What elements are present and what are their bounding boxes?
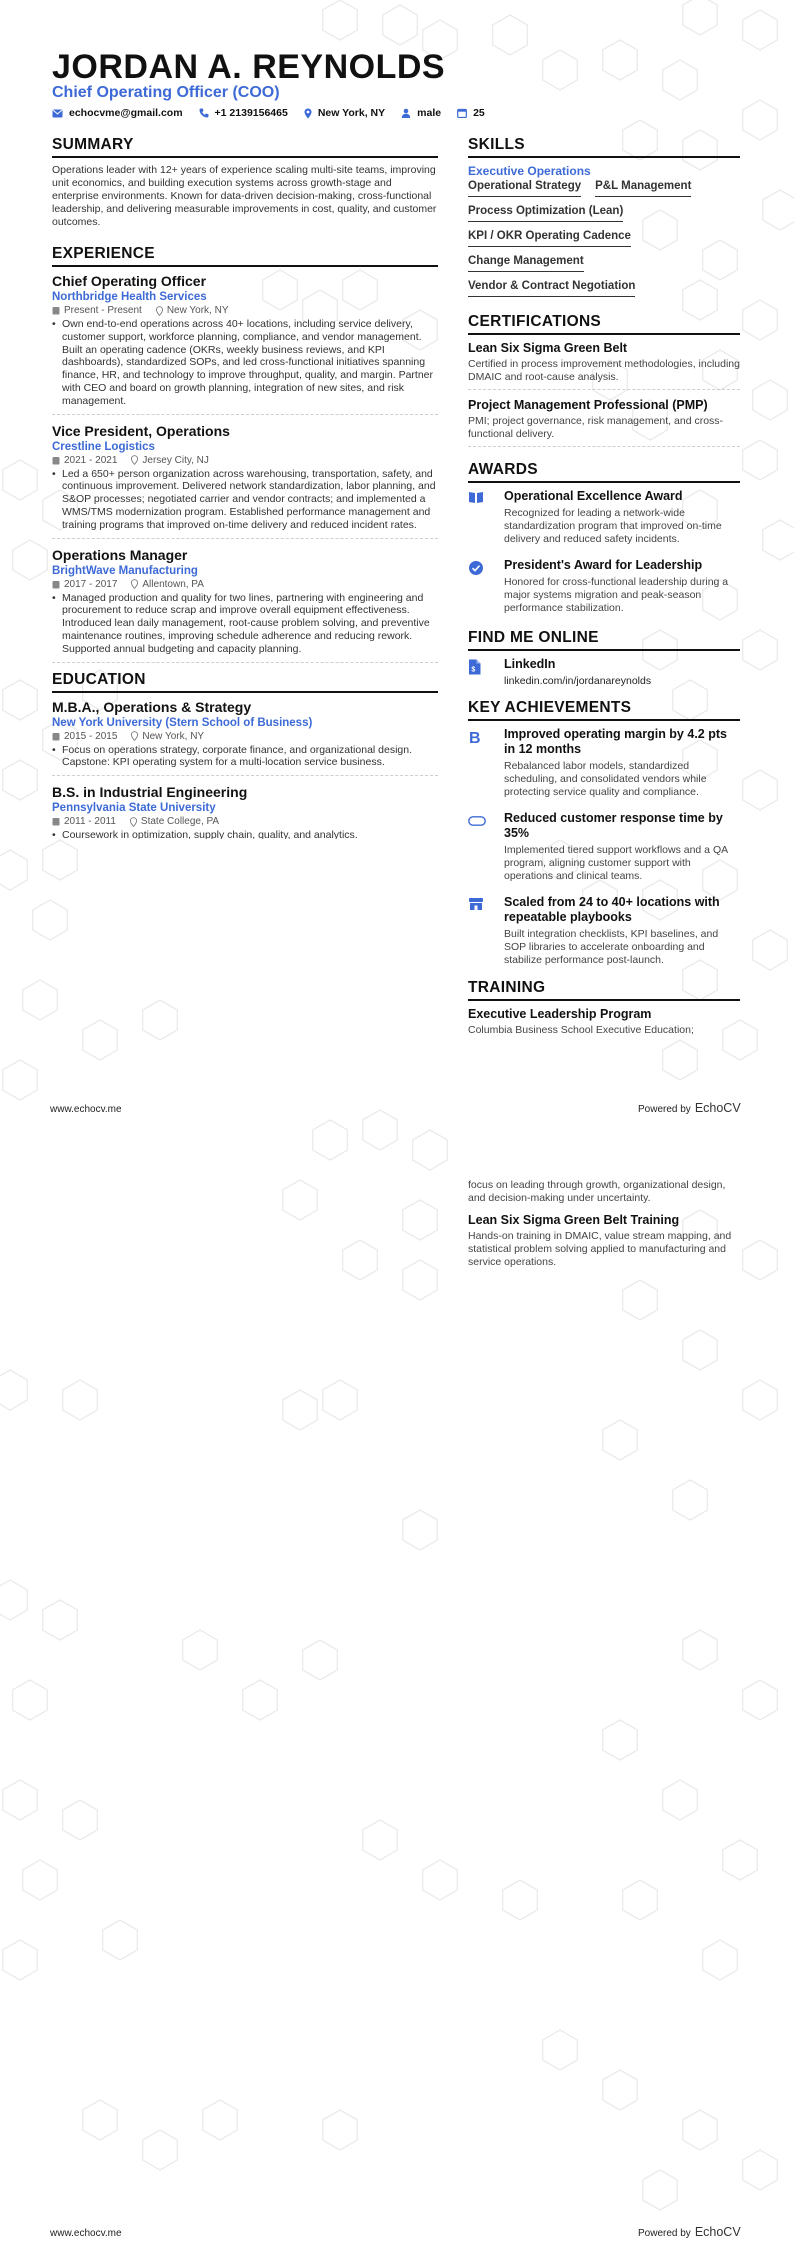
hexagon-decoration bbox=[493, 15, 528, 55]
achievement-title: Improved operating margin by 4.2 pts in 12 months bbox=[504, 727, 727, 756]
hexagon-decoration bbox=[753, 380, 788, 420]
skill-tag: Vendor & Contract Negotiation bbox=[468, 280, 635, 297]
svg-text:$: $ bbox=[471, 666, 476, 674]
hexagon-decoration bbox=[3, 1780, 38, 1820]
training-desc: Hands-on training in DMAIC, value stream mapping, and statistical problem solving applied to manufacturing and service operations. bbox=[468, 1230, 732, 1268]
online-profile[interactable] bbox=[468, 657, 740, 687]
footer-powered-by: Powered by EchoCV bbox=[638, 2225, 741, 2239]
location-pin-icon bbox=[130, 817, 137, 827]
certification-item bbox=[468, 341, 740, 390]
hexagon-decoration bbox=[663, 60, 698, 100]
skill-list bbox=[468, 180, 740, 305]
right-column bbox=[468, 136, 740, 1037]
skill-tag: Operational Strategy bbox=[468, 180, 581, 197]
hexagon-decoration bbox=[743, 1240, 778, 1280]
location-pin-icon bbox=[304, 108, 312, 119]
award-item bbox=[468, 558, 740, 615]
check-badge-icon bbox=[468, 563, 484, 580]
job-title: Vice President, Operations bbox=[52, 422, 230, 439]
education-title: EDUCATION bbox=[52, 671, 438, 693]
job-location: Allentown, PA bbox=[142, 578, 204, 590]
achievement-item bbox=[468, 727, 740, 799]
training-desc: Columbia Business School Executive Education; bbox=[468, 1024, 694, 1036]
certification-name: Project Management Professional (PMP) bbox=[468, 398, 708, 412]
right-column-continued bbox=[468, 1176, 740, 1269]
hexagon-decoration bbox=[23, 1860, 58, 1900]
achievement-desc: Implemented tiered support workflows and a QA program, aligning customer support with operations and clinical teams. bbox=[504, 844, 728, 882]
hexagon-decoration bbox=[673, 1480, 708, 1520]
hexagon-decoration bbox=[63, 1800, 98, 1840]
contact-location: New York, NY bbox=[304, 107, 385, 119]
training-name: Lean Six Sigma Green Belt Training bbox=[468, 1213, 680, 1227]
calendar-icon bbox=[457, 108, 467, 118]
hexagon-decoration bbox=[703, 1940, 738, 1980]
training-title: TRAINING bbox=[468, 979, 740, 1001]
school-name: New York University (Stern School of Business) bbox=[52, 716, 313, 729]
hexagon-decoration bbox=[603, 2070, 638, 2110]
hexagon-decoration bbox=[743, 1380, 778, 1420]
company-name: Northbridge Health Services bbox=[52, 291, 207, 303]
svg-text:B: B bbox=[469, 730, 481, 745]
hexagon-decoration bbox=[403, 1260, 438, 1300]
hexagon-decoration bbox=[363, 1820, 398, 1860]
achievement-item bbox=[468, 811, 740, 883]
award-desc: Recognized for leading a network-wide standardization program that improved on-time delivery and reduced safety incidents. bbox=[504, 507, 722, 545]
summary-text: Operations leader with 12+ years of experience scaling multi-site teams, improving unit economics, and building execution systems across growth-stage and enterprise environments. Known for data-driven decision-making, cross-functional leadership, and delivering measurable improvements in cost, quality, and customer outcomes. bbox=[52, 164, 437, 228]
hexagon-decoration bbox=[323, 2110, 358, 2150]
hexagon-decoration bbox=[283, 1180, 318, 1220]
award-title: Operational Excellence Award bbox=[504, 489, 683, 503]
footer-website[interactable]: www.echocv.me bbox=[50, 2228, 122, 2239]
online-profile-name: LinkedIn bbox=[504, 657, 556, 671]
job-meta bbox=[52, 455, 438, 466]
pill-icon bbox=[468, 813, 486, 830]
hexagon-decoration bbox=[3, 760, 38, 800]
hexagon-decoration bbox=[323, 1380, 358, 1420]
experience-title: EXPERIENCE bbox=[52, 245, 438, 267]
experience-item bbox=[52, 423, 438, 539]
hexagon-decoration bbox=[313, 1120, 348, 1160]
hexagon-decoration bbox=[43, 1600, 78, 1640]
email-icon bbox=[52, 109, 63, 118]
skill-tag: KPI / OKR Operating Cadence bbox=[468, 230, 631, 247]
hexagon-decoration bbox=[683, 1630, 718, 1670]
award-item bbox=[468, 489, 740, 546]
hexagon-decoration bbox=[283, 1390, 318, 1430]
achievement-desc: Built integration checklists, KPI baselines, and SOP libraries to accelerate onboarding and stabilize performance post-launch. bbox=[504, 928, 719, 966]
location-pin-icon bbox=[131, 579, 138, 589]
hexagon-decoration bbox=[683, 0, 718, 35]
experience-item bbox=[52, 273, 438, 415]
education-dates: 2011 - 2011 bbox=[64, 816, 116, 828]
hexagon-decoration bbox=[413, 1130, 448, 1170]
job-bullet: • Managed production and quality for two lines, partnering with engineering and procurement to reduce scrap and improve overall equipment effectiveness. Introduced lean daily management, root-cause problem solving, and preventive maintenance routines, improving schedule adherence and reducing rework. Supported annual budgeting and capacity planning. bbox=[52, 591, 430, 655]
hexagon-decoration bbox=[0, 1580, 27, 1620]
echocv-logo[interactable]: EchoCV bbox=[694, 1101, 741, 1115]
hexagon-decoration bbox=[743, 770, 778, 810]
hexagon-decoration bbox=[83, 2100, 118, 2140]
award-desc: Honored for cross-functional leadership during a major systems migration and peak-season performance stabilization. bbox=[504, 576, 729, 614]
calendar-icon bbox=[52, 580, 60, 589]
contact-gender: male bbox=[401, 107, 441, 119]
achievement-item bbox=[468, 895, 740, 967]
hexagon-decoration bbox=[203, 2100, 238, 2140]
job-dates: 2021 - 2021 bbox=[64, 454, 118, 466]
online-profile-url[interactable]: linkedin.com/in/jordanareynolds bbox=[504, 675, 652, 687]
hexagon-decoration bbox=[403, 1200, 438, 1240]
phone-icon bbox=[199, 108, 209, 118]
hexagon-decoration bbox=[663, 1040, 698, 1080]
certification-name: Lean Six Sigma Green Belt bbox=[468, 341, 628, 355]
skill-group-label: Executive Operations bbox=[468, 164, 591, 178]
contact-bar bbox=[52, 107, 501, 119]
footer-website[interactable]: www.echocv.me bbox=[50, 1104, 122, 1115]
degree: M.B.A., Operations & Strategy bbox=[52, 698, 252, 715]
left-column bbox=[52, 136, 438, 853]
hexagon-decoration bbox=[623, 1880, 658, 1920]
hexagon-decoration bbox=[743, 100, 778, 140]
book-icon bbox=[468, 491, 484, 508]
achievements-title: KEY ACHIEVEMENTS bbox=[468, 699, 740, 721]
company-name: Crestline Logistics bbox=[52, 440, 155, 453]
hexagon-decoration bbox=[3, 680, 38, 720]
hexagon-decoration bbox=[13, 540, 48, 580]
hexagon-decoration bbox=[723, 1840, 758, 1880]
hexagon-decoration bbox=[3, 1940, 38, 1980]
job-bullet: • Led a 650+ person organization across warehousing, transportation, safety, and continuous improvement. Delivered network standardization, labor planning, and S&OP processes; negotiated carrier and vendor contracts; and implemented a WMS/TMS modernization program. Established performance management and training programs that improved on-time delivery and reduced incident rates. bbox=[52, 467, 436, 531]
store-icon bbox=[468, 898, 484, 915]
degree: B.S. in Industrial Engineering bbox=[52, 784, 248, 801]
school-name: Pennsylvania State University bbox=[52, 802, 216, 815]
location-pin-icon bbox=[131, 731, 138, 741]
training-name: Executive Leadership Program bbox=[468, 1007, 652, 1021]
contact-phone[interactable]: +1 2139156465 bbox=[199, 107, 288, 119]
hexagon-decoration bbox=[0, 1370, 27, 1410]
hexagon-decoration bbox=[603, 1720, 638, 1760]
job-title: Operations Manager bbox=[52, 546, 188, 563]
hexagon-decoration bbox=[243, 1680, 278, 1720]
letter-b-icon bbox=[468, 732, 482, 749]
hexagon-decoration bbox=[623, 1280, 658, 1320]
hexagon-decoration bbox=[143, 2130, 178, 2170]
hexagon-decoration bbox=[33, 900, 68, 940]
online-title: FIND ME ONLINE bbox=[468, 629, 740, 651]
hexagon-decoration bbox=[743, 2150, 778, 2190]
hexagon-decoration bbox=[183, 1630, 218, 1670]
hexagon-decoration bbox=[763, 190, 794, 230]
hexagon-decoration bbox=[13, 1680, 48, 1720]
hexagon-decoration bbox=[683, 1330, 718, 1370]
education-item bbox=[52, 699, 438, 777]
job-location: Jersey City, NJ bbox=[142, 454, 209, 466]
contact-email[interactable]: echocvme@gmail.com bbox=[52, 107, 183, 119]
education-dates: 2015 - 2015 bbox=[64, 730, 118, 742]
education-meta bbox=[52, 731, 438, 742]
calendar-icon bbox=[52, 306, 60, 315]
hexagon-decoration bbox=[23, 980, 58, 1020]
job-meta bbox=[52, 305, 438, 316]
contact-age: 25 bbox=[457, 107, 485, 119]
certification-item bbox=[468, 398, 740, 447]
achievement-desc: Rebalanced labor models, standardized scheduling, and consolidated vendors while protecting service quality and compliance. bbox=[504, 760, 707, 798]
job-dates: 2017 - 2017 bbox=[64, 578, 118, 590]
hexagon-decoration bbox=[383, 5, 418, 45]
skill-tag: Process Optimization (Lean) bbox=[468, 205, 623, 222]
hexagon-decoration bbox=[743, 10, 778, 50]
certifications-title: CERTIFICATIONS bbox=[468, 313, 740, 335]
linkedin-file-icon bbox=[468, 662, 481, 679]
job-meta bbox=[52, 579, 438, 590]
education-bullet: • Coursework in optimization, supply chain, quality, and analytics. bbox=[52, 829, 358, 840]
hexagon-decoration bbox=[643, 2170, 678, 2210]
job-role: Chief Operating Officer (COO) bbox=[52, 84, 280, 101]
person-icon bbox=[401, 108, 411, 118]
hexagon-decoration bbox=[753, 930, 788, 970]
skill-tag: Change Management bbox=[468, 255, 584, 272]
hexagon-decoration bbox=[63, 1380, 98, 1420]
hexagon-decoration bbox=[763, 520, 794, 560]
hexagon-decoration bbox=[743, 630, 778, 670]
summary-title: SUMMARY bbox=[52, 136, 438, 158]
hexagon-decoration bbox=[3, 1060, 38, 1100]
experience-item bbox=[52, 547, 438, 663]
hexagon-decoration bbox=[603, 1420, 638, 1460]
hexagon-decoration bbox=[403, 1510, 438, 1550]
education-meta bbox=[52, 816, 438, 827]
job-bullet: • Own end-to-end operations across 40+ locations, including service delivery, customer support, workforce planning, compliance, and vendor management. Built an operating cadence (OKRs, weekly business reviews, and KPI dashboards), standardized SOPs, and led cross-functional initiatives spanning finance, HR, and technology to improve throughput, quality, and margin. Partner with CEO and board on growth planning, integration of new sites, and risk management. bbox=[52, 318, 434, 407]
hexagon-decoration bbox=[743, 1680, 778, 1720]
achievement-title: Reduced customer response time by 35% bbox=[504, 811, 723, 840]
job-dates: Present - Present bbox=[64, 305, 142, 316]
job-title: Chief Operating Officer bbox=[52, 273, 207, 289]
education-location: New York, NY bbox=[142, 730, 205, 742]
hexagon-decoration bbox=[303, 1640, 338, 1680]
hexagon-decoration bbox=[343, 1240, 378, 1280]
hexagon-decoration bbox=[683, 2110, 718, 2150]
certification-desc: PMI; project governance, risk management, and cross-functional delivery. bbox=[468, 415, 724, 440]
awards-title: AWARDS bbox=[468, 461, 740, 483]
calendar-icon bbox=[52, 456, 60, 465]
skills-title: SKILLS bbox=[468, 136, 740, 158]
hexagon-decoration bbox=[323, 0, 358, 40]
echocv-logo[interactable]: EchoCV bbox=[694, 2225, 741, 2239]
certification-desc: Certified in process improvement methodologies, including DMAIC and root-cause analysis. bbox=[468, 358, 740, 383]
hexagon-decoration bbox=[363, 1110, 398, 1150]
hexagon-decoration bbox=[503, 1880, 538, 1920]
location-pin-icon bbox=[131, 455, 138, 465]
education-item bbox=[52, 784, 438, 845]
location-pin-icon bbox=[156, 306, 163, 316]
hexagon-decoration bbox=[743, 300, 778, 340]
hexagon-decoration bbox=[0, 850, 27, 890]
skill-tag: P&L Management bbox=[595, 180, 691, 197]
calendar-icon bbox=[52, 732, 60, 741]
hexagon-decoration bbox=[543, 2030, 578, 2070]
hexagon-decoration bbox=[103, 1920, 138, 1960]
award-title: President's Award for Leadership bbox=[504, 558, 703, 572]
hexagon-decoration bbox=[423, 1860, 458, 1900]
hexagon-decoration bbox=[603, 40, 638, 80]
hexagon-decoration bbox=[83, 1020, 118, 1060]
hexagon-decoration bbox=[543, 50, 578, 90]
achievement-title: Scaled from 24 to 40+ locations with repeatable playbooks bbox=[504, 895, 720, 924]
job-location: New York, NY bbox=[166, 305, 229, 316]
candidate-name: JORDAN A. REYNOLDS bbox=[52, 48, 446, 86]
company-name: BrightWave Manufacturing bbox=[52, 564, 198, 577]
calendar-icon bbox=[52, 817, 60, 826]
hexagon-decoration bbox=[743, 440, 778, 480]
education-location: State College, PA bbox=[140, 816, 220, 828]
education-bullet: • Focus on operations strategy, corporate finance, and organizational design. Capstone: KPI operating system for a multi-location service business. bbox=[52, 743, 413, 769]
training-desc-continued: focus on leading through growth, organizational design, and decision-making under uncertainty. bbox=[468, 1179, 726, 1204]
hexagon-decoration bbox=[143, 1000, 178, 1040]
hexagon-decoration bbox=[3, 460, 38, 500]
footer-powered-by: Powered by EchoCV bbox=[638, 1101, 741, 1115]
hexagon-decoration bbox=[663, 1780, 698, 1820]
